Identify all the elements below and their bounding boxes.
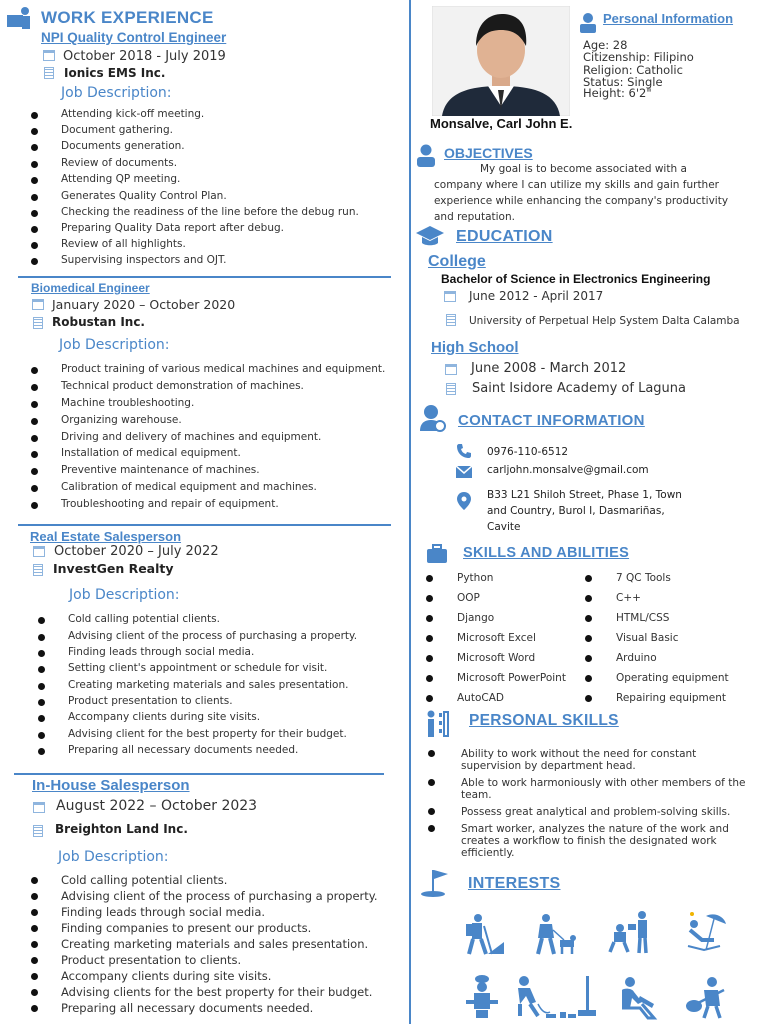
- list-item: Microsoft PowerPoint: [457, 672, 566, 684]
- job-3-jd-label: Job Description:: [69, 587, 180, 603]
- divider: [18, 524, 391, 526]
- list-item: Creating marketing materials and sales presentation.: [61, 937, 369, 951]
- list-item: C++: [616, 592, 641, 604]
- list-item: Finding leads through social media.: [61, 905, 266, 919]
- cooking-icon: [460, 974, 504, 1018]
- list-item: Advising client of the process of purchasing a property.: [61, 889, 378, 903]
- high-school-label: High School: [431, 339, 519, 356]
- job-1-title: NPI Quality Control Engineer: [41, 30, 227, 45]
- calendar-icon: [32, 299, 44, 310]
- list-item: Visual Basic: [616, 632, 679, 644]
- list-item: Microsoft Excel: [457, 632, 536, 644]
- job-3-title: Real Estate Salesperson: [30, 529, 182, 544]
- list-item: Finding companies to present our products.: [61, 921, 312, 935]
- list-item: 7 QC Tools: [616, 572, 671, 584]
- list-item: Troubleshooting and repair of equipment.: [61, 498, 279, 510]
- list-item: HTML/CSS: [616, 612, 670, 624]
- building-icon: [44, 67, 54, 79]
- college-dates: June 2012 - April 2017: [469, 289, 604, 303]
- list-item: Operating equipment: [616, 672, 729, 684]
- list-item: Attending kick-off meeting.: [61, 108, 205, 120]
- job-3-company: InvestGen Realty: [53, 561, 174, 576]
- graduation-cap-icon: [415, 224, 445, 248]
- list-item: Django: [457, 612, 495, 624]
- list-item: Accompany clients during site visits.: [68, 711, 261, 723]
- gym-icon: [560, 974, 604, 1018]
- list-item: Possess great analytical and problem-solving skills.: [461, 806, 751, 818]
- list-item: Checking the readiness of the line before the debug run.: [61, 206, 359, 218]
- divider: [18, 276, 391, 278]
- list-item: Creating marketing materials and sales presentation.: [68, 679, 349, 691]
- objectives-line-2: company where I can utilize my skills and gain further: [434, 179, 719, 191]
- job-1-dates: October 2018 - July 2019: [63, 49, 226, 64]
- job-1-jd-label: Job Description:: [61, 85, 172, 101]
- list-item: Preventive maintenance of machines.: [61, 464, 260, 476]
- college-label: College: [428, 253, 486, 270]
- gaming-icon: [514, 974, 558, 1018]
- briefcase-icon: [426, 544, 448, 564]
- interests-title: INTERESTS: [468, 875, 561, 892]
- list-item: Installation of medical equipment.: [61, 447, 241, 459]
- list-item: Cold calling potential clients.: [68, 613, 220, 625]
- list-item: Able to work harmoniously with other members of the team.: [461, 777, 751, 801]
- building-icon: [446, 314, 456, 326]
- objectives-line-4: and reputation.: [434, 211, 515, 223]
- person-icon: [578, 12, 598, 34]
- building-icon: [33, 825, 43, 837]
- reading-icon: [618, 976, 662, 1020]
- person-icon: [415, 144, 437, 168]
- height: Height: 6'2": [583, 86, 652, 100]
- high-school-dates: June 2008 - March 2012: [471, 361, 627, 376]
- profile-photo: [432, 6, 570, 116]
- hiking-icon: [460, 912, 504, 956]
- address-line-2: and Country, Burol I, Dasmariñas,: [487, 505, 665, 517]
- building-icon: [33, 317, 43, 329]
- objectives-line-3: experience while enhancing the company's productivity: [434, 195, 729, 207]
- beach-relax-icon: [684, 910, 728, 954]
- personal-skills-title: PERSONAL SKILLS: [469, 712, 619, 729]
- calendar-icon: [33, 546, 45, 557]
- calendar-icon: [444, 291, 456, 302]
- job-2-jd-label: Job Description:: [59, 337, 170, 353]
- skills-title: SKILLS AND ABILITIES: [463, 545, 630, 561]
- objectives-line-1: My goal is to become associated with a: [480, 163, 687, 175]
- column-divider: [409, 0, 411, 1024]
- personal-info-title: Personal Information: [603, 11, 734, 26]
- guitar-icon: [684, 976, 728, 1020]
- list-item: Setting client's appointment or schedule for visit.: [68, 662, 328, 674]
- building-icon: [446, 383, 456, 395]
- job-2-company: Robustan Inc.: [52, 315, 145, 329]
- age: Age: 28: [583, 38, 628, 52]
- list-item: Driving and delivery of machines and equipment.: [61, 431, 322, 443]
- work-experience-title: WORK EXPERIENCE: [41, 8, 214, 27]
- list-item: AutoCAD: [457, 692, 504, 704]
- contact-person-icon: [420, 404, 446, 432]
- job-2-title: Biomedical Engineer: [31, 281, 150, 295]
- calendar-icon: [33, 802, 45, 813]
- list-item: Repairing equipment: [616, 692, 727, 704]
- list-item: Advising client of the process of purchasing a property.: [68, 630, 358, 642]
- flag-icon: [419, 866, 451, 898]
- job-4-dates: August 2022 – October 2023: [56, 798, 258, 814]
- list-item: Cold calling potential clients.: [61, 873, 228, 887]
- job-4-jd-label: Job Description:: [58, 849, 169, 865]
- address-line-3: Cavite: [487, 521, 521, 533]
- college-school: University of Perpetual Help System Dalta Calamba: [469, 315, 740, 327]
- list-item: Product presentation to clients.: [61, 953, 242, 967]
- list-item: Preparing Quality Data report after debug.: [61, 222, 284, 234]
- list-item: Smart worker, analyzes the nature of the work and creates a workflow to finish the designated work efficiently.: [461, 823, 751, 859]
- list-item: Document gathering.: [61, 124, 173, 136]
- list-item: Supervising inspectors and OJT.: [61, 254, 227, 266]
- location-pin-icon: [457, 492, 471, 510]
- list-item: Accompany clients during site visits.: [61, 969, 272, 983]
- list-item: OOP: [457, 592, 480, 604]
- list-item: Finding leads through social media.: [68, 646, 255, 658]
- list-item: Arduino: [616, 652, 657, 664]
- full-name: Monsalve, Carl John E.: [430, 116, 573, 131]
- list-item: Preparing all necessary documents needed.: [61, 1001, 314, 1015]
- address-line-1: B33 L21 Shiloh Street, Phase 1, Town: [487, 489, 682, 501]
- list-item: Technical product demonstration of machines.: [61, 380, 304, 392]
- calendar-icon: [445, 364, 457, 375]
- email-icon: [456, 466, 472, 478]
- work-icon: [5, 5, 33, 31]
- religion: Religion: Catholic: [583, 63, 683, 77]
- list-item: Advising client for the best property for their budget.: [68, 728, 347, 740]
- job-1-company: Ionics EMS Inc.: [64, 66, 166, 80]
- list-item: Advising clients for the best property for their budget.: [61, 985, 373, 999]
- personal-skills-icon: [425, 710, 451, 738]
- list-item: Product training of various medical machines and equipment.: [61, 363, 386, 375]
- list-item: Calibration of medical equipment and machines.: [61, 481, 317, 493]
- list-item: Preparing all necessary documents needed.: [68, 744, 299, 756]
- job-4-company: Breighton Land Inc.: [55, 822, 188, 836]
- status: Status: Single: [583, 75, 663, 89]
- list-item: Python: [457, 572, 494, 584]
- objectives-title: OBJECTIVES: [444, 145, 533, 161]
- list-item: Generates Quality Control Plan.: [61, 190, 227, 202]
- list-item: Attending QP meeting.: [61, 173, 181, 185]
- divider: [14, 773, 384, 775]
- phone-icon: [456, 443, 472, 459]
- phone-number: 0976-110-6512: [487, 446, 569, 458]
- job-2-dates: January 2020 – October 2020: [52, 297, 236, 312]
- photography-icon: [608, 910, 652, 954]
- college-degree: Bachelor of Science in Electronics Engineering: [441, 272, 711, 286]
- list-item: Ability to work without the need for constant supervision by department head.: [461, 748, 751, 772]
- dog-walking-icon: [532, 912, 576, 956]
- list-item: Machine troubleshooting.: [61, 397, 195, 409]
- high-school-name: Saint Isidore Academy of Laguna: [472, 381, 686, 396]
- calendar-icon: [43, 50, 55, 61]
- contact-title: CONTACT INFORMATION: [458, 412, 645, 429]
- list-item: Product presentation to clients.: [68, 695, 233, 707]
- job-3-dates: October 2020 – July 2022: [54, 544, 219, 559]
- building-icon: [33, 564, 43, 576]
- list-item: Review of all highlights.: [61, 238, 186, 250]
- email-address: carljohn.monsalve@gmail.com: [487, 464, 649, 476]
- list-item: Organizing warehouse.: [61, 414, 182, 426]
- citizenship: Citizenship: Filipino: [583, 50, 694, 64]
- job-4-title: In-House Salesperson: [32, 777, 190, 794]
- list-item: Microsoft Word: [457, 652, 536, 664]
- list-item: Documents generation.: [61, 140, 185, 152]
- list-item: Review of documents.: [61, 157, 178, 169]
- education-title: EDUCATION: [456, 228, 553, 245]
